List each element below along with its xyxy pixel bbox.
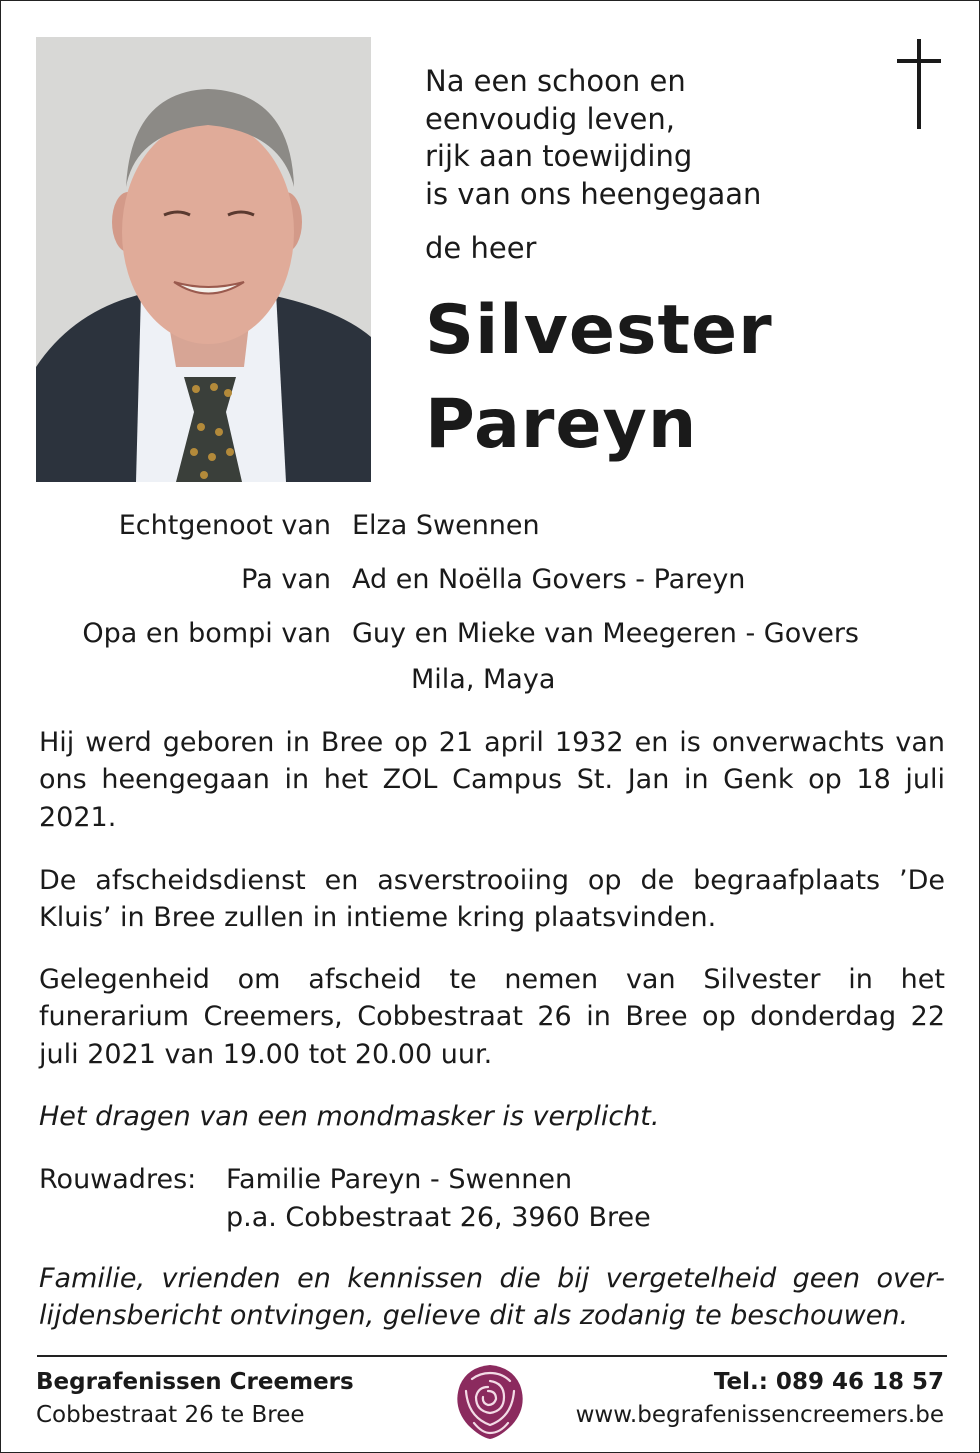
family-value: Ad en Noëlla Govers - Pareyn: [352, 564, 746, 595]
last-name: Pareyn: [425, 385, 698, 464]
ceremony-paragraph: De afscheidsdienst en asverstrooiing op de begraafplaats ’De Kluis’ in Bree zullen in intieme kring plaatsvinden.: [39, 865, 945, 934]
intro-line: is van ons heengegaan: [425, 176, 762, 211]
great-grandchildren: Mila, Maya: [411, 664, 556, 695]
notice-paragraph: Familie, vrienden en kennissen die bij vergetelheid geen over-lijdensbericht ontvingen, gelieve dit als zodanig te beschouwen.: [39, 1263, 945, 1332]
mourning-address-line2: p.a. Cobbestraat 26, 3960 Bree: [226, 1201, 651, 1233]
portrait-photo: [36, 37, 371, 482]
mask-notice: Het dragen van een mondmasker is verplicht.: [39, 1101, 660, 1132]
family-value: Elza Swennen: [352, 510, 540, 541]
family-label: Echtgenoot van: [118, 510, 331, 541]
mourning-address-label: Rouwadres:: [39, 1164, 197, 1195]
family-label: Pa van: [241, 564, 331, 595]
intro-line: eenvoudig leven,: [425, 101, 675, 136]
cross-icon: [896, 39, 942, 129]
rose-logo-icon: [452, 1361, 528, 1441]
intro-line: Na een schoon en: [425, 64, 686, 98]
family-value: Guy en Mieke van Meegeren - Govers: [352, 618, 860, 649]
company-name: Begrafenissen Creemers: [36, 1369, 354, 1395]
salutation: de heer: [425, 231, 537, 265]
company-phone: Tel.: 089 46 18 57: [713, 1369, 944, 1395]
company-address: Cobbestraat 26 te Bree: [36, 1402, 305, 1428]
intro-text: [425, 63, 761, 213]
mourning-address-line1: Familie Pareyn - Swennen: [226, 1164, 573, 1195]
company-website: www.begrafenissencreemers.be: [575, 1402, 944, 1428]
first-name: Silvester: [425, 291, 773, 370]
intro-line: rijk aan toewijding: [425, 139, 693, 173]
footer-divider: [37, 1355, 947, 1357]
family-label: Opa en bompi van: [82, 618, 331, 649]
visit-paragraph: Gelegenheid om afscheid te nemen van Silvester in het funerarium Creemers, Cobbestraat 26 in Bree op donderdag 22 juli 2021 van 19.00 tot 20.00 uur.: [39, 964, 945, 1070]
birth-paragraph: Hij werd geboren in Bree op 21 april 1932 en is onverwachts van ons heengegaan in het ZOL Campus St. Jan in Genk op 18 juli 2021.: [39, 727, 945, 833]
